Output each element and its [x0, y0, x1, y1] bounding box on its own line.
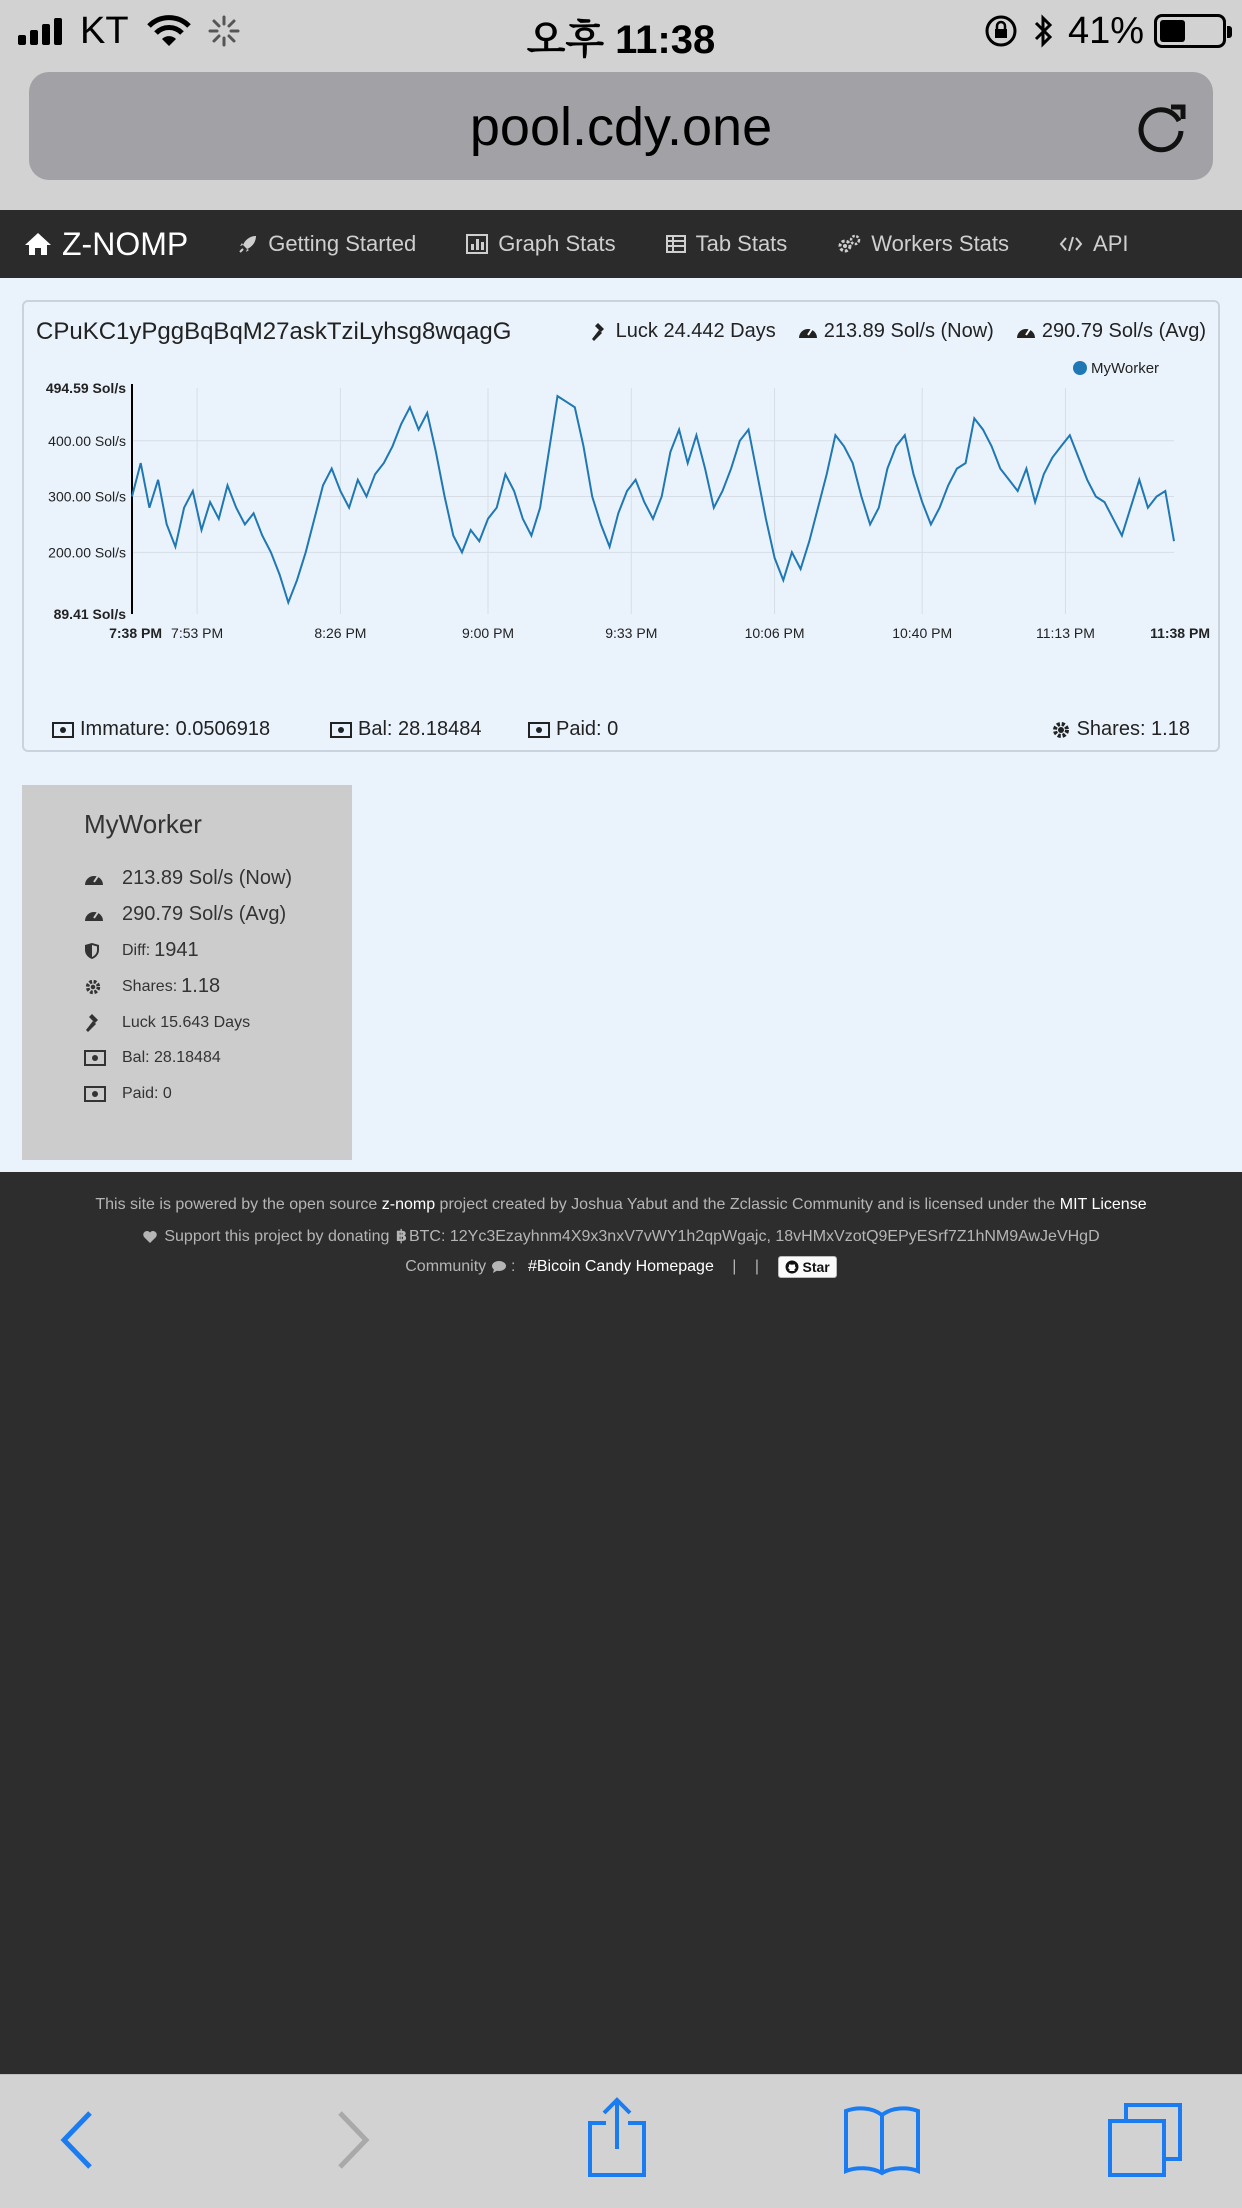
worker-shares-value: 1.18 [181, 975, 221, 997]
nav-workers-stats[interactable] [837, 231, 1009, 257]
gavel-icon [84, 1013, 104, 1033]
y-tick-label: 300.00 Sol/s [48, 488, 126, 505]
worker-hashrate-now: 213.89 Sol/s (Now) [122, 867, 293, 889]
money-icon [528, 722, 550, 738]
star-label: Star [802, 1259, 830, 1275]
orientation-lock-icon [984, 14, 1018, 48]
x-tick-label: 11:38 PM [1150, 625, 1210, 641]
worker-name: MyWorker [84, 809, 202, 839]
github-icon [785, 1260, 799, 1274]
tachometer-icon [1016, 323, 1036, 341]
x-tick-label: 7:38 PM [109, 625, 162, 641]
y-tick-label: 400.00 Sol/s [48, 432, 126, 449]
tachometer-icon [84, 906, 104, 924]
shield-icon [84, 942, 100, 960]
separator: | [732, 1258, 737, 1276]
y-tick-label: 200.00 Sol/s [48, 544, 126, 561]
money-icon [84, 1086, 106, 1102]
miner-hashrate-avg: 290.79 Sol/s (Avg) [1041, 320, 1206, 342]
worker-balance: Bal: 28.18484 [122, 1049, 221, 1066]
x-tick-label: 11:13 PM [1036, 625, 1095, 641]
bitcoin-icon: ฿ [395, 1228, 407, 1245]
mit-license-link[interactable]: MIT License [1059, 1196, 1147, 1213]
tabs-icon[interactable] [1106, 2103, 1184, 2179]
carrier-label: KT [80, 9, 129, 52]
miner-immature: Immature: 0.0506918 [80, 718, 271, 740]
miner-stats-panel [22, 300, 1220, 752]
community-homepage-link[interactable]: #Bicoin Candy Homepage [527, 1258, 714, 1276]
x-tick-label: 8:26 PM [314, 625, 367, 641]
footer-text: This site is powered by the open source [95, 1196, 382, 1213]
footer-text: project created by Joshua Yabut and the Zclassic Community and is licensed under the [435, 1196, 1060, 1213]
worker-card [22, 785, 352, 1160]
rocket-icon [238, 234, 258, 254]
nav-api[interactable] [1059, 231, 1128, 257]
legend-swatch [1073, 361, 1087, 375]
brand-link[interactable] [24, 226, 188, 263]
worker-hashrate-avg: 290.79 Sol/s (Avg) [122, 903, 287, 925]
tachometer-icon [798, 323, 818, 341]
hashrate-chart [24, 352, 1222, 641]
series-line-myworker [132, 396, 1174, 602]
footer [0, 1172, 1242, 2074]
comment-icon [491, 1260, 507, 1274]
x-tick-label: 10:40 PM [892, 625, 953, 641]
miner-luck: Luck 24.442 Days [615, 320, 776, 342]
code-icon [1059, 235, 1083, 253]
miner-address: CPuKC1yPggBqBqM27askTziLyhsg8wqagG [36, 318, 512, 345]
gear-icon [84, 978, 102, 996]
donate-text: Support this project by donating [164, 1228, 390, 1245]
worker-luck: Luck 15.643 Days [122, 1014, 251, 1031]
miner-paid: Paid: 0 [556, 718, 619, 740]
browser-toolbar [0, 2074, 1242, 2208]
brand-label: Z-NOMP [62, 225, 189, 262]
tachometer-icon [84, 870, 104, 888]
reload-icon[interactable] [1131, 97, 1191, 157]
btc-addresses: BTC: 12Yc3Ezayhnm4X9x3nxV7vWY1h2qpWgajc, 18vHMxVzotQ9EPyESrf7Z1hNM9AwJeVHgD [408, 1228, 1100, 1245]
money-icon [330, 722, 352, 738]
x-tick-label: 9:33 PM [605, 625, 658, 641]
nav-label: Workers Stats [871, 231, 1010, 256]
clock: 오후 11:38 [526, 18, 716, 62]
gear-icon [1051, 720, 1071, 740]
nav-graph-stats[interactable] [466, 231, 615, 257]
heart-icon [142, 1230, 158, 1244]
github-star-button[interactable] [778, 1256, 837, 1278]
top-navbar [0, 210, 1242, 278]
money-icon [84, 1050, 106, 1066]
battery-icon [1154, 14, 1226, 48]
bluetooth-icon [1032, 13, 1056, 49]
community-label: Community [405, 1258, 487, 1276]
bookmarks-icon[interactable] [842, 2103, 922, 2175]
back-icon[interactable] [58, 2105, 98, 2175]
worker-diff-value: 1941 [154, 939, 199, 961]
miner-balance: Bal: 28.18484 [358, 718, 482, 740]
forward-icon[interactable] [332, 2105, 372, 2175]
money-icon [52, 722, 74, 738]
miner-shares: Shares: 1.18 [1076, 718, 1190, 740]
gears-icon [837, 234, 861, 254]
x-tick-label: 7:53 PM [171, 625, 224, 641]
worker-paid: Paid: 0 [122, 1085, 172, 1102]
nav-getting-started[interactable] [238, 231, 416, 257]
separator: | [754, 1258, 760, 1276]
nav-label: Tab Stats [695, 231, 788, 256]
address-bar[interactable] [29, 72, 1213, 180]
home-icon [24, 231, 52, 257]
share-icon[interactable] [586, 2097, 648, 2179]
y-tick-label: 89.41 Sol/s [53, 606, 126, 622]
miner-hashrate-now: 213.89 Sol/s (Now) [823, 320, 994, 342]
nav-label: Graph Stats [498, 231, 616, 256]
legend-label: MyWorker [1091, 360, 1160, 377]
status-bar [0, 0, 1242, 62]
z-nomp-link[interactable]: z-nomp [381, 1196, 436, 1213]
table-icon [666, 235, 686, 253]
x-tick-label: 10:06 PM [744, 625, 805, 641]
worker-shares-label: Shares: [122, 977, 178, 995]
main-content [0, 278, 1242, 1172]
nav-label: Getting Started [268, 231, 417, 256]
url-text[interactable]: pool.cdy.one [469, 97, 773, 157]
browser-chrome [0, 62, 1242, 210]
battery-percent: 41% [1067, 9, 1144, 52]
gavel-icon [590, 322, 610, 342]
colon: : [511, 1258, 516, 1276]
nav-tab-stats[interactable] [666, 231, 788, 257]
nav-label: API [1093, 231, 1129, 256]
x-tick-label: 9:00 PM [461, 625, 515, 641]
y-tick-label: 494.59 Sol/s [45, 380, 126, 396]
chart-icon [466, 234, 488, 254]
worker-diff-label: Diff: [122, 941, 151, 959]
